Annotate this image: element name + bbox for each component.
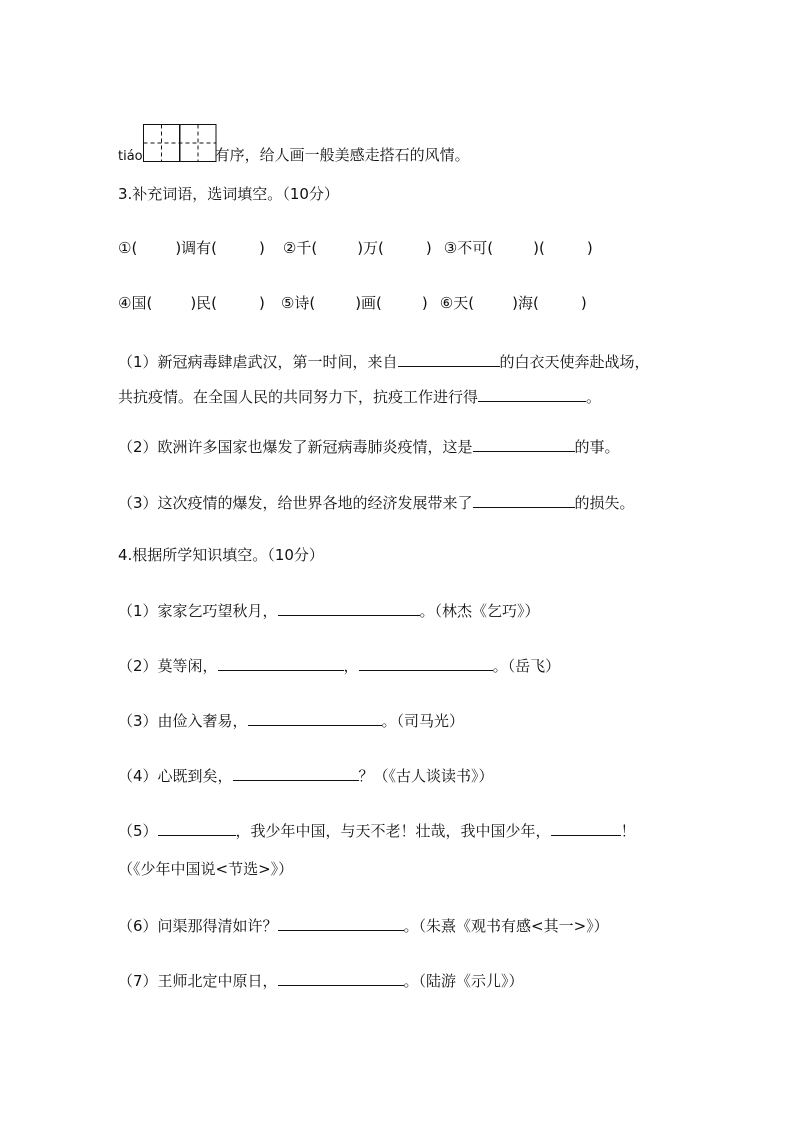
q3-s1-a: （1）新冠病毒肆虐武汉，第一时间，来自 — [118, 353, 398, 371]
q4-i2-a: （2）莫等闲， — [118, 657, 218, 675]
q3-r2-p5: )画( — [355, 294, 382, 312]
q3-r1-p9: ) — [586, 239, 593, 257]
q3-r2-p4: ⑤诗( — [280, 294, 316, 312]
q4-i2-blank1[interactable] — [218, 654, 344, 671]
q4-i1-blank[interactable] — [278, 599, 420, 616]
q4-i2-blank2[interactable] — [359, 654, 493, 671]
q3-s1-blank1[interactable] — [398, 350, 500, 367]
q4-item1 — [118, 599, 540, 621]
q3-r1-p3: ) — [259, 239, 265, 257]
q2-tail-text: 有序，给人画一般美感走搭石的风情。 — [214, 146, 470, 164]
q4-item6 — [118, 914, 609, 936]
q3-s3-b: 的损失。 — [574, 494, 635, 512]
q3-r1-p1: ①( — [118, 239, 138, 257]
q4-item7 — [118, 969, 524, 991]
q4-item2 — [118, 654, 560, 676]
q3-s1-line2 — [118, 385, 601, 407]
q3-s3-line — [118, 491, 635, 513]
q4-i4-b: ？（《古人谈读书》） — [358, 767, 494, 785]
q3-s2-blank[interactable] — [473, 435, 575, 452]
q3-r2-p1: ④国( — [118, 294, 153, 312]
q4-i6-a: （6）问渠那得清如许？ — [118, 917, 278, 935]
q3-r2-p2: )民( — [190, 294, 218, 312]
q3-s1-line1 — [118, 350, 650, 372]
q4-i3-blank[interactable] — [248, 709, 382, 726]
q3-row2 — [118, 293, 587, 313]
q4-title: 4.根据所学知识填空。（10分） — [118, 546, 324, 564]
q4-i5-blank2[interactable] — [551, 819, 621, 836]
q4-i2-b: ， — [343, 657, 359, 675]
q3-r1-p4: ②千( — [282, 239, 318, 257]
q3-r1-p6: ) — [425, 239, 432, 257]
q4-i5-blank1[interactable] — [158, 819, 236, 836]
q3-r2-p9: ) — [580, 294, 587, 312]
q3-s2-line — [118, 435, 620, 457]
q3-row1 — [118, 238, 593, 258]
writing-grid[interactable] — [143, 124, 215, 162]
q4-item4 — [118, 764, 494, 786]
q4-i3-a: （3）由俭入奢易， — [118, 712, 248, 730]
q3-title: 3.补充词语，选词填空。（10分） — [118, 185, 339, 203]
q4-i5-c: ！ — [620, 822, 636, 840]
q3-r2-p7: ⑥天( — [439, 294, 475, 312]
q4-item3 — [118, 709, 464, 731]
q4-i6-b: 。（朱熹《观书有感<其一>》） — [403, 917, 609, 935]
q4-i5-source: （《少年中国说<节选>》） — [118, 860, 294, 878]
q4-i4-a: （4）心既到矣， — [118, 767, 233, 785]
q3-r1-p5: )万( — [357, 239, 384, 257]
q3-r1-p7: ③不可( — [443, 239, 494, 257]
pinyin-tiao: tiáo — [118, 149, 143, 164]
q3-s2-a: （2）欧洲许多国家也爆发了新冠病毒肺炎疫情，这是 — [118, 438, 473, 456]
q4-i7-a: （7）王师北定中原日， — [118, 972, 278, 990]
q3-r1-p8: )( — [533, 239, 545, 257]
q3-s1-c: 共抗疫情。在全国人民的共同努力下，抗疫工作进行得 — [118, 388, 479, 406]
q4-i7-b: 。（陆游《示儿》） — [403, 972, 524, 990]
q4-item5 — [118, 819, 636, 841]
q4-i1-b: 。（林杰《乞巧》） — [419, 602, 540, 620]
q3-s1-blank2[interactable] — [478, 385, 586, 402]
q3-s3-blank[interactable] — [473, 491, 575, 508]
q3-s2-b: 的事。 — [574, 438, 620, 456]
q2-tail-line — [118, 124, 470, 167]
q3-r2-p8: )海( — [512, 294, 539, 312]
q4-i5-b: ，我少年中国，与天不老！壮哉，我中国少年， — [235, 822, 551, 840]
q4-i2-c: 。（岳飞） — [492, 657, 561, 675]
q4-i7-blank[interactable] — [278, 969, 404, 986]
q3-r2-p3: ) — [259, 294, 265, 312]
q3-s3-a: （3）这次疫情的爆发，给世界各地的经济发展带来了 — [118, 494, 473, 512]
q3-r1-p2: )调有( — [175, 239, 218, 257]
writing-grid-icon — [143, 124, 218, 164]
q4-i3-b: 。（司马光） — [381, 712, 465, 730]
q4-i6-blank[interactable] — [278, 914, 404, 931]
q4-i4-blank[interactable] — [233, 764, 359, 781]
q4-i5-a: （5） — [118, 822, 158, 840]
q3-s1-b: 的白衣天使奔赴战场， — [499, 353, 650, 371]
q4-i1-a: （1）家家乞巧望秋月， — [118, 602, 278, 620]
q3-r2-p6: ) — [421, 294, 428, 312]
q3-s1-d: 。 — [586, 388, 602, 406]
